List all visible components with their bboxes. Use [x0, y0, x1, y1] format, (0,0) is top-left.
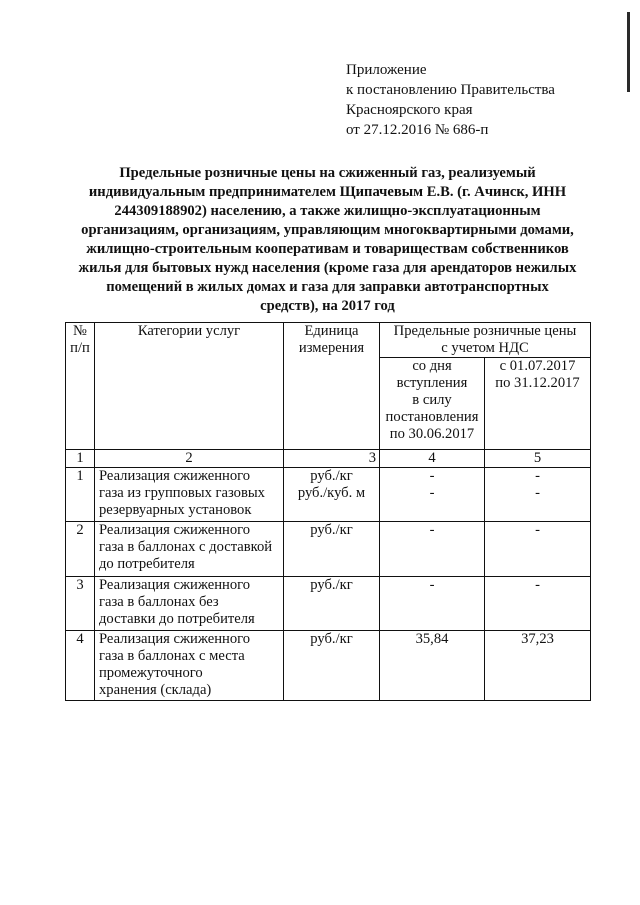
row-price-period-2 [485, 468, 591, 522]
header-prices-line: Предельные розничные цены [393, 323, 577, 339]
price-table [65, 322, 591, 701]
period-1-line: в силу [412, 392, 452, 408]
row-unit [284, 522, 380, 577]
scan-edge-line [627, 12, 630, 92]
appendix-line: к постановлению Правительства [346, 82, 555, 98]
row-number: 1 [66, 468, 95, 522]
row-category-line: до потребителя [99, 556, 195, 572]
row-number: 3 [66, 577, 95, 631]
appendix-line: от 27.12.2016 № 686-п [346, 122, 489, 138]
period-1-line: со дня [412, 358, 452, 374]
row-price-value: - [535, 577, 540, 593]
row-category-line: резервуарных установок [99, 502, 252, 518]
table-row [66, 577, 591, 631]
row-price-value: - [535, 468, 540, 484]
title-line: жилищно-строительным кооперативам и товариществам собственников [86, 241, 569, 257]
table-row [66, 631, 591, 701]
row-price-value: 37,23 [521, 631, 554, 647]
title-line: организациям, организациям, управляющим многоквартирными домами, [81, 222, 574, 238]
row-category-line: газа из групповых газовых [99, 485, 265, 501]
row-category-line: газа в баллонах с места [99, 648, 245, 664]
row-price-value: - [535, 522, 540, 538]
row-category-line: хранения (склада) [99, 682, 212, 698]
header-prices-line: с учетом НДС [441, 340, 529, 356]
row-unit-line: руб./кг [310, 468, 353, 484]
column-number: 4 [380, 450, 485, 468]
column-number-row [66, 450, 591, 468]
table-row [66, 522, 591, 577]
row-category-line: газа в баллонах без [99, 594, 219, 610]
row-category [95, 522, 284, 577]
row-price-value: - [535, 485, 540, 501]
column-number: 1 [66, 450, 95, 468]
header-unit [284, 323, 380, 450]
column-number: 5 [485, 450, 591, 468]
row-price-period-1 [380, 522, 485, 577]
row-price-period-1 [380, 631, 485, 701]
header-num [66, 323, 95, 450]
row-unit-line: руб./кг [310, 522, 353, 538]
row-unit [284, 577, 380, 631]
row-category-line: доставки до потребителя [99, 611, 255, 627]
title-line: жилья для бытовых нужд населения (кроме газа для арендаторов нежилых [78, 260, 577, 276]
row-unit-line: руб./кг [310, 631, 353, 647]
appendix-block [346, 60, 555, 140]
title-line: 244309188902) населению, а также жилищно-эксплуатационным [114, 203, 541, 219]
row-category-line: Реализация сжиженного [99, 522, 251, 538]
row-category-line: Реализация сжиженного [99, 577, 251, 593]
title-line: помещений в жилых домах и газа для заправки автотранспортных [106, 279, 549, 295]
header-num-line: п/п [70, 340, 90, 356]
period-1-line: постановления [385, 409, 479, 425]
column-number: 2 [95, 450, 284, 468]
header-unit-line: Единица [304, 323, 359, 339]
period-2-line: по 31.12.2017 [495, 375, 580, 391]
row-category-line: промежуточного [99, 665, 203, 681]
table-row [66, 468, 591, 522]
header-num-line: № [73, 323, 87, 339]
document-title [60, 164, 595, 316]
row-category [95, 468, 284, 522]
row-unit-line: руб./куб. м [297, 485, 366, 501]
header-period-1 [380, 358, 485, 450]
row-price-value: 35,84 [415, 631, 449, 647]
row-unit [284, 468, 380, 522]
column-number: 3 [284, 450, 380, 468]
header-category [95, 323, 284, 450]
row-price-value: - [429, 468, 435, 484]
period-1-line: по 30.06.2017 [389, 426, 475, 442]
row-category [95, 577, 284, 631]
row-category-line: Реализация сжиженного [99, 631, 251, 647]
header-category-text: Категории услуг [137, 323, 241, 339]
row-number: 4 [66, 631, 95, 701]
header-period-2 [485, 358, 591, 450]
header-unit-line: измерения [298, 340, 365, 356]
period-1-line: вступления [396, 375, 468, 391]
row-category [95, 631, 284, 701]
header-row [66, 323, 591, 358]
row-unit-line: руб./кг [310, 577, 353, 593]
row-price-value: - [429, 522, 435, 538]
row-number: 2 [66, 522, 95, 577]
header-prices [380, 323, 591, 358]
row-price-period-1 [380, 468, 485, 522]
row-price-period-1 [380, 577, 485, 631]
period-2-line: с 01.07.2017 [499, 358, 576, 374]
appendix-line: Красноярского края [346, 102, 473, 118]
row-price-period-2 [485, 577, 591, 631]
title-line: средств), на 2017 год [260, 298, 395, 314]
row-unit [284, 631, 380, 701]
row-price-period-2 [485, 522, 591, 577]
row-price-period-2 [485, 631, 591, 701]
row-category-line: Реализация сжиженного [99, 468, 251, 484]
title-line: Предельные розничные цены на сжиженный газ, реализуемый [119, 165, 536, 181]
row-price-value: - [429, 485, 435, 501]
title-line: индивидуальным предпринимателем Щипачевым Е.В. (г. Ачинск, ИНН [88, 184, 567, 200]
row-category-line: газа в баллонах с доставкой [99, 539, 273, 555]
row-price-value: - [429, 577, 435, 593]
appendix-line: Приложение [346, 62, 427, 78]
